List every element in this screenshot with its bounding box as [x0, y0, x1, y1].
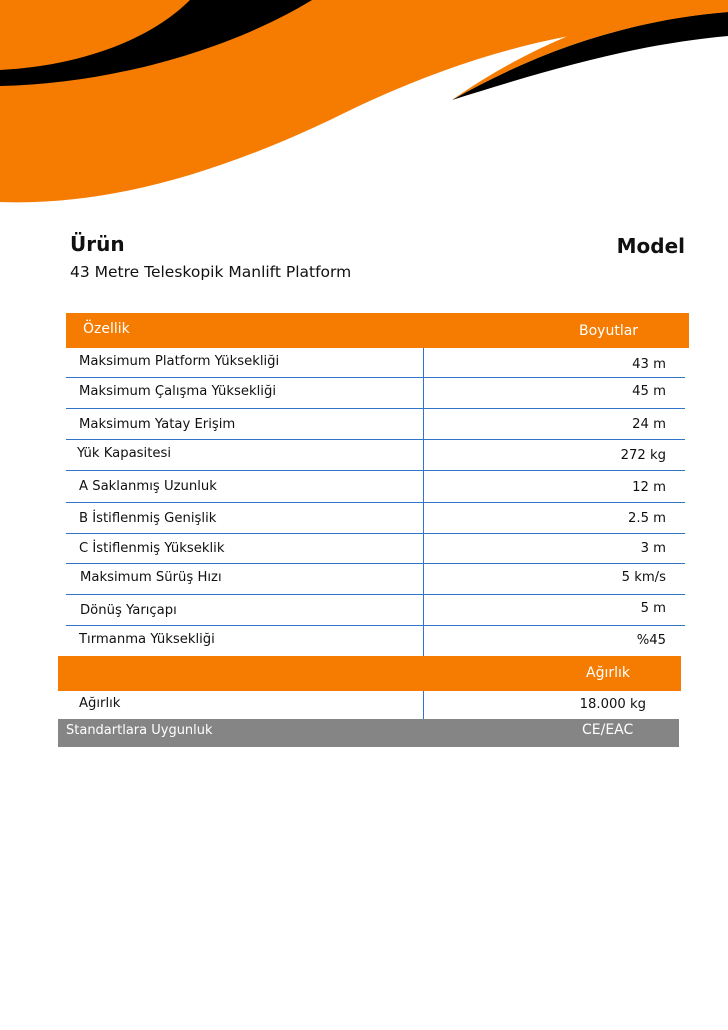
spec-row-value: 5 m	[640, 601, 666, 616]
spec-row-value: 12 m	[632, 480, 666, 495]
row-divider	[66, 594, 685, 595]
column-header-weight: Ağırlık	[586, 665, 630, 681]
weight-row-value: 18.000 kg	[579, 697, 646, 712]
row-divider	[66, 377, 685, 378]
spec-row-value: 24 m	[632, 417, 666, 432]
spec-row-value: 2.5 m	[627, 511, 666, 526]
row-divider	[66, 625, 685, 626]
spec-row-label: B İstiflenmiş Genişlik	[79, 511, 217, 526]
spec-row-label: Maksimum Çalışma Yüksekliği	[79, 384, 276, 399]
product-name: 43 Metre Teleskopik Manlift Platform	[70, 263, 352, 281]
spec-row-label: Yük Kapasitesi	[77, 446, 172, 461]
spec-row-label: Tırmanma Yüksekliği	[79, 632, 215, 647]
column-header-feature: Özellik	[83, 321, 130, 337]
weight-row-label: Ağırlık	[79, 696, 121, 711]
spec-row-value: 3 m	[640, 541, 666, 556]
spec-row-label: Maksimum Yatay Erişim	[79, 417, 236, 432]
row-divider	[66, 563, 685, 564]
spec-row-label: Maksimum Platform Yüksekliği	[79, 354, 280, 369]
row-divider	[66, 439, 685, 440]
row-divider	[66, 408, 685, 409]
spec-row-label: Maksimum Sürüş Hızı	[80, 570, 222, 585]
column-divider-weight	[423, 691, 424, 719]
spec-row-label: Dönüş Yarıçapı	[80, 603, 177, 618]
spec-row-label: A Saklanmış Uzunluk	[79, 479, 217, 494]
row-divider	[66, 533, 685, 534]
standards-value: CE/EAC	[582, 722, 634, 738]
row-divider	[66, 502, 685, 503]
model-label: Model	[616, 234, 685, 258]
column-header-dimensions: Boyutlar	[579, 323, 639, 339]
spec-row-value: 45 m	[632, 384, 666, 399]
product-title-label: Ürün	[70, 232, 125, 256]
spec-row-value: %45	[636, 633, 666, 648]
spec-row-label: C İstiflenmiş Yükseklik	[79, 541, 225, 556]
spec-row-value: 5 km/s	[621, 570, 666, 585]
spec-row-value: 272 kg	[620, 448, 666, 463]
row-divider	[66, 470, 685, 471]
standards-label: Standartlara Uygunluk	[66, 723, 213, 738]
spec-row-value: 43 m	[632, 357, 666, 372]
